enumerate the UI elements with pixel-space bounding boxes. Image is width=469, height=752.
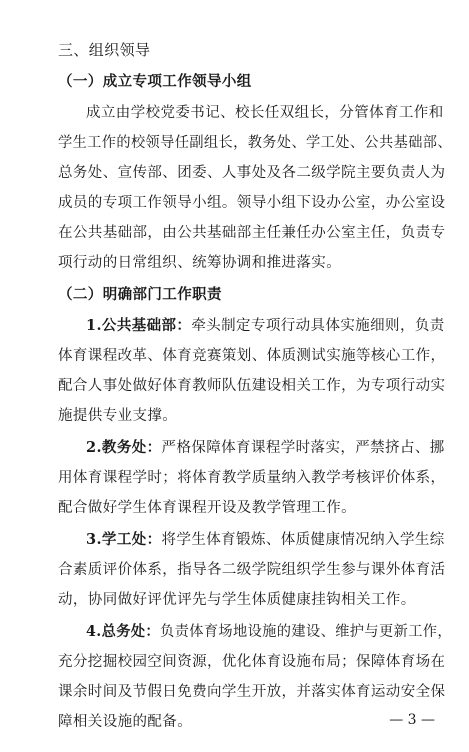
paragraph-line: 成员的专项工作领导小组。领导小组下设办公室，办公室设 bbox=[58, 195, 446, 211]
duty-item-label: 3.学工处： bbox=[86, 531, 162, 548]
duty-item-academic-affairs bbox=[86, 438, 445, 458]
paragraph-line: 成立由学校党委书记、校长任双组长，分管体育工作和 bbox=[86, 105, 444, 121]
paragraph-line: 配合人事处做好体育教师队伍建设相关工作，为专项行动实 bbox=[58, 378, 446, 394]
paragraph-line: 障相关设施的配备。 bbox=[58, 714, 193, 730]
paragraph-line: 课余时间及节假日免费向学生开放，并落实体育运动安全保 bbox=[58, 684, 446, 700]
duty-item-label: 1.公共基础部： bbox=[86, 317, 192, 334]
paragraph-line: 项行动的日常组织、统筹协调和推进落实。 bbox=[58, 255, 342, 271]
duty-item-public-basic-dept bbox=[86, 316, 445, 336]
paragraph-line: 合素质评价体系，指导各二级学院组织学生参与课外体育活 bbox=[58, 562, 446, 578]
subheading-department-duties: （二）明确部门工作职责 bbox=[58, 286, 222, 303]
duty-item-label: 4.总务处： bbox=[86, 623, 161, 640]
duty-item-text: 严格保障体育课程学时落实，严禁挤占、挪 bbox=[161, 440, 445, 456]
duty-item-student-affairs bbox=[86, 530, 445, 550]
subheading-leading-group: （一）成立专项工作领导小组 bbox=[58, 73, 252, 90]
paragraph-line: 充分挖掘校园空间资源，优化体育设施布局；保障体育场在 bbox=[58, 654, 446, 670]
duty-item-text: 负责体育场地设施的建设、维护与更新工作， bbox=[160, 624, 453, 640]
duty-item-text: 将学生体育锻炼、体质健康情况纳入学生综 bbox=[161, 532, 445, 548]
paragraph-line: 学生工作的校领导任副组长，教务处、学工处、公共基础部、 bbox=[58, 135, 452, 151]
page-number: — 3 — bbox=[389, 712, 435, 728]
paragraph-line: 配合做好学生体育课程开设及教学管理工作。 bbox=[58, 500, 356, 516]
paragraph-line: 用体育课程学时；将体育教学质量纳入教学考核评价体系， bbox=[58, 470, 446, 486]
duty-item-general-affairs bbox=[86, 622, 452, 642]
paragraph-line: 总务处、宣传部、团委、人事处及各二级学院主要负责人为 bbox=[58, 165, 446, 181]
duty-item-label: 2.教务处： bbox=[86, 439, 162, 456]
duty-item-text: 牵头制定专项行动具体实施细则，负责 bbox=[191, 318, 445, 334]
paragraph-line: 体育课程改革、体育竞赛策划、体质测试实施等核心工作， bbox=[58, 348, 446, 364]
paragraph-line: 动，协同做好评优评先与学生体质健康挂钩相关工作。 bbox=[58, 592, 416, 608]
paragraph-line: 在公共基础部，由公共基础部主任兼任办公室主任，负责专 bbox=[58, 225, 446, 241]
paragraph-line: 施提供专业支撑。 bbox=[58, 408, 178, 424]
section-heading: 三、组织领导 bbox=[58, 41, 151, 59]
